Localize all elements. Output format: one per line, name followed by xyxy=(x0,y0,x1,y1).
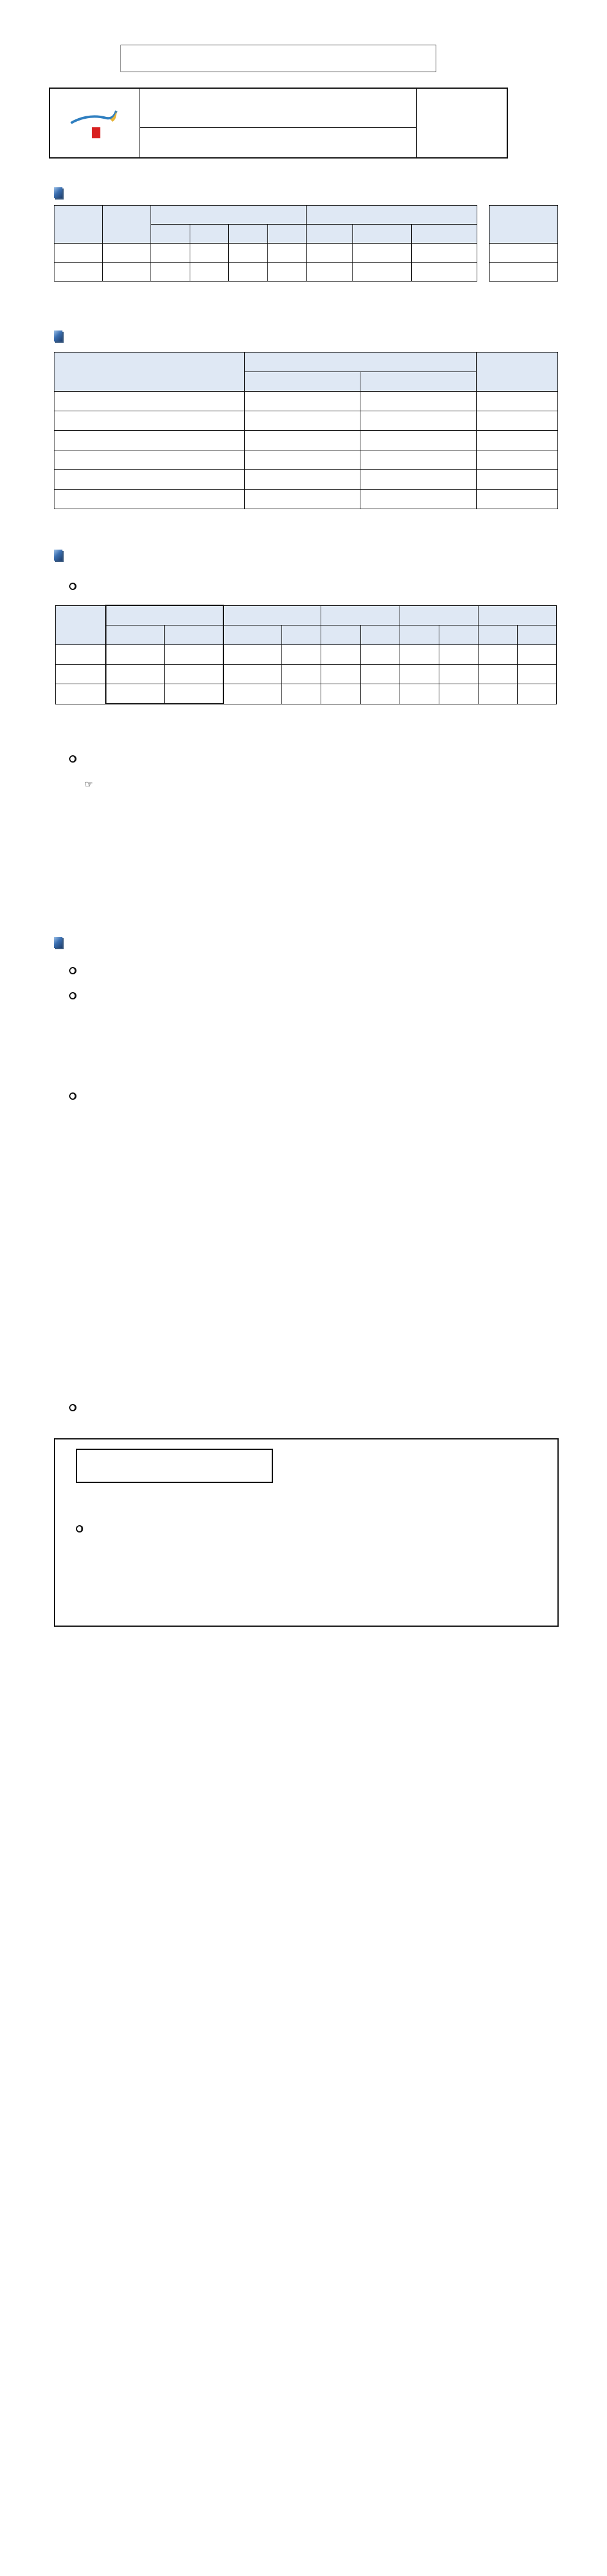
fever-abnormal xyxy=(69,753,81,764)
cell xyxy=(307,244,353,263)
header-confirmed xyxy=(151,206,307,225)
cell xyxy=(490,263,558,282)
section-square-icon xyxy=(54,330,62,342)
cell xyxy=(352,244,411,263)
cell xyxy=(103,244,151,263)
header-vehicles xyxy=(106,625,165,645)
slogan-banner xyxy=(121,45,436,72)
header-group xyxy=(223,605,321,625)
pointing-hand-icon: ☞ xyxy=(84,778,94,790)
header-sub xyxy=(190,225,229,244)
cell xyxy=(229,263,268,282)
header-people xyxy=(517,625,556,645)
fever-table xyxy=(55,605,557,704)
circle-bullet-icon xyxy=(69,583,76,590)
table-row xyxy=(54,431,558,450)
today-item xyxy=(69,1090,81,1102)
header-sub xyxy=(151,225,190,244)
cell xyxy=(151,263,190,282)
header-sub xyxy=(352,225,411,244)
logo-stamp-icon xyxy=(92,127,100,138)
cell xyxy=(190,263,229,282)
table-row xyxy=(54,470,558,490)
occurrence-table xyxy=(54,205,558,282)
section-square-icon xyxy=(54,187,62,198)
header-vehicles xyxy=(478,625,517,645)
table-row xyxy=(54,450,558,470)
report-date xyxy=(140,128,416,157)
header-group xyxy=(106,605,223,625)
header-people xyxy=(282,625,321,645)
header-category xyxy=(56,605,106,645)
header-test xyxy=(307,206,477,225)
header-group xyxy=(400,605,478,625)
dept-actions-title xyxy=(76,1449,273,1483)
header-people xyxy=(439,625,478,645)
header-group xyxy=(321,605,400,625)
today-item xyxy=(69,990,81,1001)
circle-bullet-icon xyxy=(69,1092,76,1100)
table-row xyxy=(56,665,557,684)
wave-icon xyxy=(70,110,117,124)
header-sub xyxy=(267,225,307,244)
cell xyxy=(490,244,558,263)
report-title xyxy=(140,89,416,128)
header-sub xyxy=(307,225,353,244)
section-fever xyxy=(54,550,73,561)
table-row xyxy=(54,392,558,411)
header-vehicles xyxy=(223,625,282,645)
header-staff xyxy=(244,353,477,372)
section-occurrence xyxy=(54,187,73,198)
header-today xyxy=(244,372,360,392)
table-gap xyxy=(477,206,490,282)
fever-monitoring xyxy=(84,778,93,790)
row-label xyxy=(54,263,103,282)
section-square-icon xyxy=(54,937,62,948)
jindo-logo xyxy=(50,89,140,157)
header-vehicles xyxy=(321,625,360,645)
header-group xyxy=(478,605,556,625)
circle-bullet-icon xyxy=(69,967,76,974)
cell xyxy=(307,263,353,282)
circle-bullet-icon xyxy=(76,1525,83,1533)
contact-info xyxy=(417,89,507,157)
table-row xyxy=(54,411,558,431)
header-sub xyxy=(229,225,268,244)
section-square-icon xyxy=(54,550,62,561)
header-note xyxy=(477,353,558,392)
header-cumulative xyxy=(360,372,477,392)
cell xyxy=(190,244,229,263)
dept-item xyxy=(76,1523,88,1534)
header-total xyxy=(103,206,151,244)
circle-bullet-icon xyxy=(69,992,76,999)
circle-bullet-icon xyxy=(69,755,76,763)
today-item xyxy=(69,1402,81,1413)
cell xyxy=(412,244,477,263)
header-field xyxy=(54,353,245,392)
header-people xyxy=(165,625,223,645)
table-row xyxy=(56,684,557,704)
cell xyxy=(229,244,268,263)
header-vehicles xyxy=(400,625,439,645)
today-item xyxy=(69,965,81,976)
section-today xyxy=(54,937,68,948)
section-work xyxy=(54,330,68,342)
cell xyxy=(412,263,477,282)
header-sub xyxy=(412,225,477,244)
header-people xyxy=(360,625,400,645)
work-table xyxy=(54,352,558,509)
fever-subheading xyxy=(69,580,81,592)
table-row xyxy=(56,645,557,665)
header-quarantine xyxy=(490,206,558,244)
cell xyxy=(151,244,190,263)
header-category xyxy=(54,206,103,244)
report-header xyxy=(49,88,508,159)
row-label xyxy=(54,244,103,263)
cell xyxy=(267,244,307,263)
cell xyxy=(267,263,307,282)
cell xyxy=(103,263,151,282)
table-row xyxy=(54,490,558,509)
circle-bullet-icon xyxy=(69,1404,76,1411)
cell xyxy=(352,263,411,282)
